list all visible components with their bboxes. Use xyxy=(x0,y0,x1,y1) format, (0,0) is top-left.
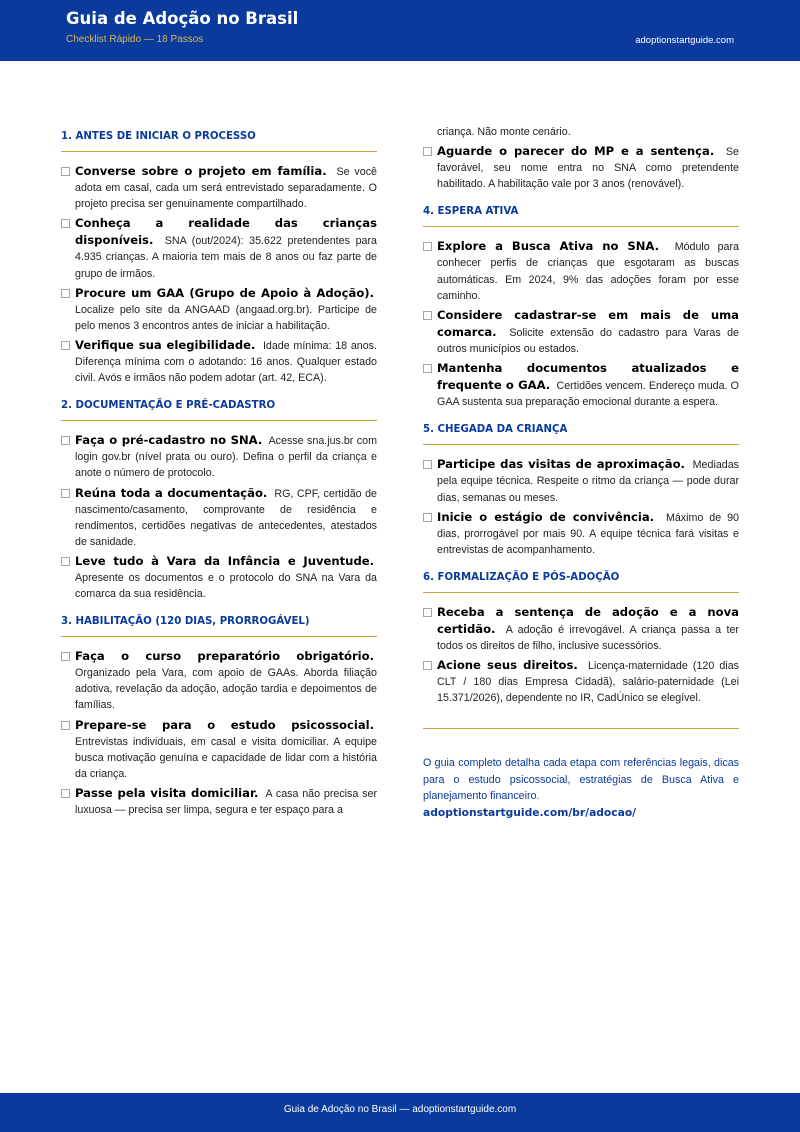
checklist-item[interactable] xyxy=(61,485,377,550)
section-6 xyxy=(423,567,739,707)
item-text: SNA (out/2024): 35.622 pretendentes para 4.935 crianças. A maioria tem mais de 8 anos ou faz parte de grupo de irmãos. xyxy=(75,235,377,280)
item-title: Reúna toda a documentação. xyxy=(75,485,268,500)
divider xyxy=(423,728,739,729)
item-title: Explore a Busca Ativa no SNA. xyxy=(437,239,659,254)
item-title: Receba a sentença de adoção e a nova certidão. xyxy=(437,604,739,636)
section-title: 5. CHEGADA DA CRIANÇA xyxy=(423,419,739,445)
item-title: Conheça a realidade das crianças disponíveis. xyxy=(75,216,377,248)
checklist-item[interactable] xyxy=(61,785,377,818)
item-text: Localize pelo site da ANGAAD (angaad.org.br). Participe de pelo menos 3 encontros antes de iniciar a habilitação. xyxy=(75,303,377,332)
item-title: Acione seus direitos. xyxy=(437,658,578,673)
item-text: Se você adota em casal, cada um será entrevistado separadamente. O projeto precisa ser genuinamente compartilhado. xyxy=(75,166,377,211)
item-title: Prepare-se para o estudo psicossocial. xyxy=(75,717,375,732)
checklist-item[interactable] xyxy=(61,553,377,602)
checkbox[interactable] xyxy=(61,289,70,298)
item-text: Entrevistas individuais, em casal e visita domiciliar. A equipe busca motivação genuína e capacidade de lidar com a história da criança. xyxy=(75,735,377,780)
checkbox[interactable] xyxy=(423,460,432,469)
checklist-item[interactable] xyxy=(423,657,739,706)
checklist-item[interactable] xyxy=(61,337,377,386)
checkbox[interactable] xyxy=(423,364,432,373)
checkbox[interactable] xyxy=(423,513,432,522)
checklist-item[interactable] xyxy=(423,604,739,654)
checkbox[interactable] xyxy=(61,436,70,445)
checklist-item[interactable] xyxy=(61,215,377,281)
right-column xyxy=(423,124,739,821)
section-2 xyxy=(61,395,377,602)
item-title: Mantenha documentos atualizados e frequente o GAA. xyxy=(437,361,739,393)
checklist-item[interactable] xyxy=(61,432,377,481)
checkbox[interactable] xyxy=(61,219,70,228)
item-title: Passe pela visita domiciliar. xyxy=(75,785,259,800)
item-text: Acesse sna.jus.br com login gov.br (nível prata ou ouro). Defina o perfil da criança e anote o número de protocolo. xyxy=(75,435,377,480)
footer-text: Guia de Adoção no Brasil — adoptionstartguide.com xyxy=(283,1104,517,1115)
closing-link[interactable]: adoptionstartguide.com/br/adocao/ xyxy=(423,805,637,819)
item-text: RG, CPF, certidão de nascimento/casamento, comprovante de residência e rendimentos, certidões negativas de antecedentes, atestados de sanidade. xyxy=(75,487,377,548)
item-text: A casa não precisa ser luxuosa — precisa ser limpa, segura e ter espaço para a xyxy=(75,787,377,816)
checklist-item[interactable] xyxy=(61,717,377,782)
checklist-item[interactable] xyxy=(423,509,739,558)
header-title: Guia de Adoção no Brasil xyxy=(66,9,299,28)
item-text: Módulo para conhecer perfis de crianças que esgotaram as buscas automáticas. Em 2024, 9% das adoções foram por esse caminho. xyxy=(437,241,739,302)
item-text: A adoção é irrevogável. A criança passa a ter todos os direitos de filho, inclusive sucessórios. xyxy=(437,623,739,653)
left-column xyxy=(61,126,377,821)
checklist-item[interactable] xyxy=(423,360,739,410)
checkbox[interactable] xyxy=(61,167,70,176)
header-site[interactable]: adoptionstartguide.com xyxy=(635,35,734,46)
checkbox[interactable] xyxy=(423,661,432,670)
item-title: Verifique sua elegibilidade. xyxy=(75,337,256,352)
item-title: Participe das visitas de aproximação. xyxy=(437,457,685,472)
section-title: 1. ANTES DE INICIAR O PROCESSO xyxy=(61,126,377,152)
checkbox[interactable] xyxy=(61,489,70,498)
page-header xyxy=(0,0,800,61)
item-text: Licença-maternidade (120 dias CLT / 180 dias Empresa Cidadã), salário-paternidade (Lei 15.371/2026), dependente no IR, CadÚnico se elegível. xyxy=(437,660,739,705)
section-title: 2. DOCUMENTAÇÃO E PRÉ-CADASTRO xyxy=(61,395,377,421)
checkbox[interactable] xyxy=(61,721,70,730)
item-text: Organizado pela Vara, com apoio de GAAs. Aborda filiação adotiva, revelação da adoção, adoção tardia e depoimentos de famílias. xyxy=(75,667,377,712)
section-title: 6. FORMALIZAÇÃO E PÓS-ADOÇÃO xyxy=(423,567,739,593)
section-5 xyxy=(423,419,739,558)
checklist-item[interactable] xyxy=(61,163,377,212)
item-text: Solicite extensão do cadastro para Varas de outros municípios ou estados. xyxy=(437,326,739,355)
checkbox[interactable] xyxy=(423,311,432,320)
checklist-item[interactable] xyxy=(61,648,377,713)
checklist-item[interactable] xyxy=(61,285,377,334)
item-title: Faça o pré-cadastro no SNA. xyxy=(75,433,263,448)
section-title: 3. HABILITAÇÃO (120 DIAS, PRORROGÁVEL) xyxy=(61,611,377,637)
item-title: Aguarde o parecer do MP e a sentença. xyxy=(437,144,715,159)
header-subtitle: Checklist Rápido — 18 Passos xyxy=(66,34,204,45)
checkbox[interactable] xyxy=(61,789,70,798)
checkbox[interactable] xyxy=(423,608,432,617)
item-text: Mediadas pela equipe técnica. Respeite o ritmo da criança — pode durar dias, semanas ou meses. xyxy=(437,459,739,504)
item-title: Inicie o estágio de convivência. xyxy=(437,509,655,524)
item-text: Máximo de 90 dias, prorrogável por mais 90. A equipe técnica fará visitas e entrevistas de acompanhamento. xyxy=(437,511,739,556)
item-text: Idade mínima: 18 anos. Diferença mínima com o adotando: 16 anos. Qualquer estado civil. Avós e irmãos não podem adotar (art. 42, ECA). xyxy=(75,339,377,385)
checklist-item[interactable] xyxy=(423,238,739,303)
section-title: 4. ESPERA ATIVA xyxy=(423,201,739,227)
item-continuation: criança. Não monte cenário. xyxy=(437,126,571,138)
page-footer xyxy=(0,1093,800,1132)
item-title: Faça o curso preparatório obrigatório. xyxy=(75,649,375,664)
section-4 xyxy=(423,201,739,410)
checklist-item[interactable] xyxy=(423,143,739,192)
checklist-item[interactable] xyxy=(423,456,739,505)
checkbox[interactable] xyxy=(423,242,432,251)
item-title: Procure um GAA (Grupo de Apoio à Adoção). xyxy=(75,285,375,300)
section-3 xyxy=(61,611,377,818)
section-1 xyxy=(61,126,377,386)
checkbox[interactable] xyxy=(61,652,70,661)
checkbox[interactable] xyxy=(423,147,432,156)
item-text: Certidões vencem. Endereço muda. O GAA sustenta sua preparação emocional durante a espera. xyxy=(437,380,739,409)
checklist-item[interactable] xyxy=(423,307,739,357)
item-title: Considere cadastrar-se em mais de uma comarca. xyxy=(437,307,739,339)
closing-text: O guia completo detalha cada etapa com referências legais, dicas para o estudo psicossocial, estratégias de Busca Ativa e planejamento financeiro. xyxy=(423,757,739,803)
item-text: Se favorável, seu nome entra no SNA como pretendente habilitado. A habilitação vale por 3 anos (renovável). xyxy=(437,146,739,191)
item-title: Leve tudo à Vara da Infância e Juventude. xyxy=(75,553,375,568)
checkbox[interactable] xyxy=(61,557,70,566)
item-title: Converse sobre o projeto em família. xyxy=(75,164,327,178)
item-text: Apresente os documentos e o protocolo do SNA na Vara da comarca da sua residência. xyxy=(75,571,377,601)
checkbox[interactable] xyxy=(61,341,70,350)
